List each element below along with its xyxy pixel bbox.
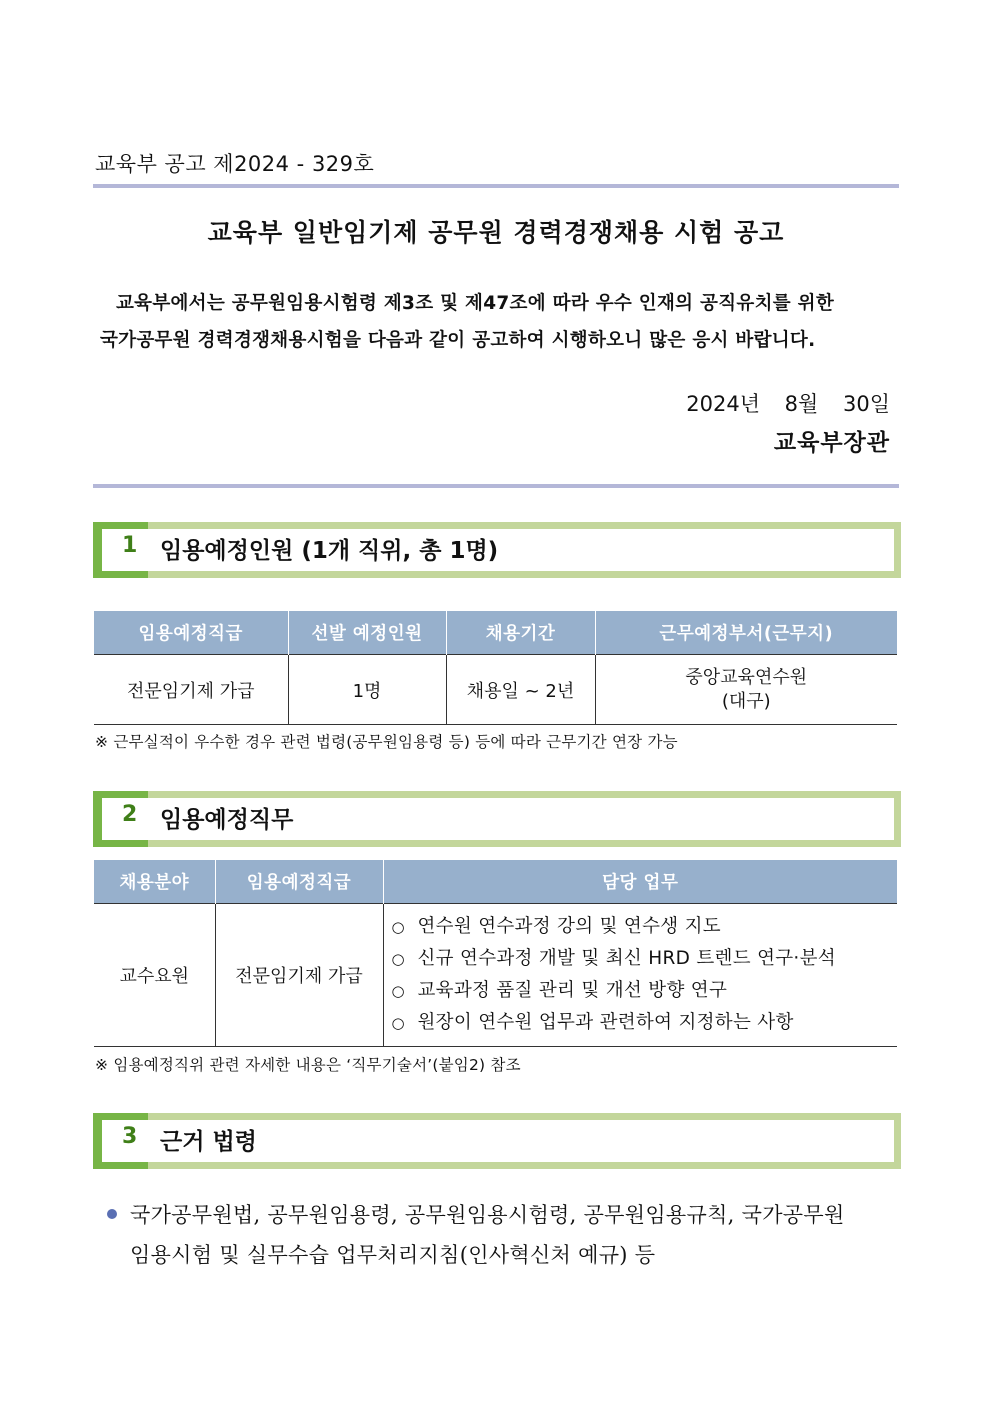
- top-divider: [93, 184, 899, 188]
- section-3-number: 3: [122, 1124, 138, 1149]
- issuer: 교육부장관: [773, 430, 890, 456]
- section-1-title: 임용예정인원 (1개 직위, 총 1명): [160, 538, 499, 564]
- cell-dept-line-1: 중앙교육연수원: [685, 666, 808, 688]
- bullet-dot-icon: [107, 1209, 117, 1219]
- section-2-note: ※ 임용예정직위 관련 자세한 내용은 ‘직무기술서’(붙임2) 참조: [95, 1056, 521, 1074]
- section-1-table: [94, 611, 897, 725]
- list-item: ○ 연수원 연수과정 강의 및 연수생 지도: [392, 911, 898, 943]
- intro-paragraph: [100, 285, 900, 359]
- list-item: ○ 교육과정 품질 관리 및 개선 방향 연구: [392, 975, 898, 1007]
- cell-grade: 전문임기제 가급: [94, 655, 288, 725]
- document-title: 교육부 일반임기제 공무원 경력경쟁채용 시험 공고: [207, 218, 785, 247]
- section-1-number: 1: [122, 533, 138, 558]
- list-item: ○ 원장이 연수원 업무과 관련하여 지정하는 사항: [392, 1007, 898, 1039]
- law-list: [107, 1195, 902, 1275]
- circle-bullet-icon: ○: [391, 982, 405, 1000]
- section-2-number: 2: [122, 802, 138, 827]
- cell-dept-line-2: (대구): [721, 690, 771, 712]
- header-duties: 담당 업무: [383, 860, 897, 904]
- cell-field: 교수요원: [94, 904, 215, 1047]
- notice-date: 2024년 8월 30일: [686, 392, 890, 416]
- section-2-header: [93, 791, 901, 847]
- circle-bullet-icon: ○: [391, 1014, 405, 1032]
- cell-period: 채용일 ~ 2년: [446, 655, 595, 725]
- list-item: ○ 신규 연수과정 개발 및 최신 HRD 트렌드 연구·분석: [392, 943, 898, 975]
- intro-line-2: 국가공무원 경력경쟁채용시험을 다음과 같이 공고하여 시행하오니 많은 응시 바랍니다.: [100, 330, 816, 351]
- section-2-title: 임용예정직무: [160, 807, 294, 833]
- section-3-title: 근거 법령: [160, 1129, 257, 1155]
- header-field: 채용분야: [94, 860, 215, 904]
- intro-line-1: 교육부에서는 공무원임용시험령 제3조 및 제47조에 따라 우수 인재의 공직유치를 위한: [116, 293, 834, 314]
- section-3-header: [93, 1113, 901, 1169]
- section-1-note: ※ 근무실적이 우수한 경우 관련 법령(공무원임용령 등) 등에 따라 근무기간 연장 가능: [95, 733, 678, 751]
- cell-duties: [383, 904, 897, 1047]
- circle-bullet-icon: ○: [391, 918, 405, 936]
- circle-bullet-icon: ○: [391, 950, 405, 968]
- cell-dept: [595, 655, 897, 725]
- header-grade: 임용예정직급: [215, 860, 383, 904]
- cell-count: 1명: [288, 655, 446, 725]
- header-count: 선발 예정인원: [288, 611, 446, 655]
- section-1-header: [93, 522, 901, 578]
- notice-number: 교육부 공고 제2024 - 329호: [95, 152, 375, 176]
- law-line-2: 임용시험 및 실무수습 업무처리지침(인사혁신처 예규) 등: [130, 1243, 656, 1267]
- duties-list: [384, 907, 898, 1043]
- law-line-1: 국가공무원법, 공무원임용령, 공무원임용시험령, 공무원임용규칙, 국가공무원: [130, 1203, 845, 1227]
- header-dept: 근무예정부서(근무지): [595, 611, 897, 655]
- section-2-table: [94, 860, 897, 1047]
- cell-grade: 전문임기제 가급: [215, 904, 383, 1047]
- header-grade: 임용예정직급: [94, 611, 288, 655]
- header-divider: [93, 484, 899, 488]
- header-period: 채용기간: [446, 611, 595, 655]
